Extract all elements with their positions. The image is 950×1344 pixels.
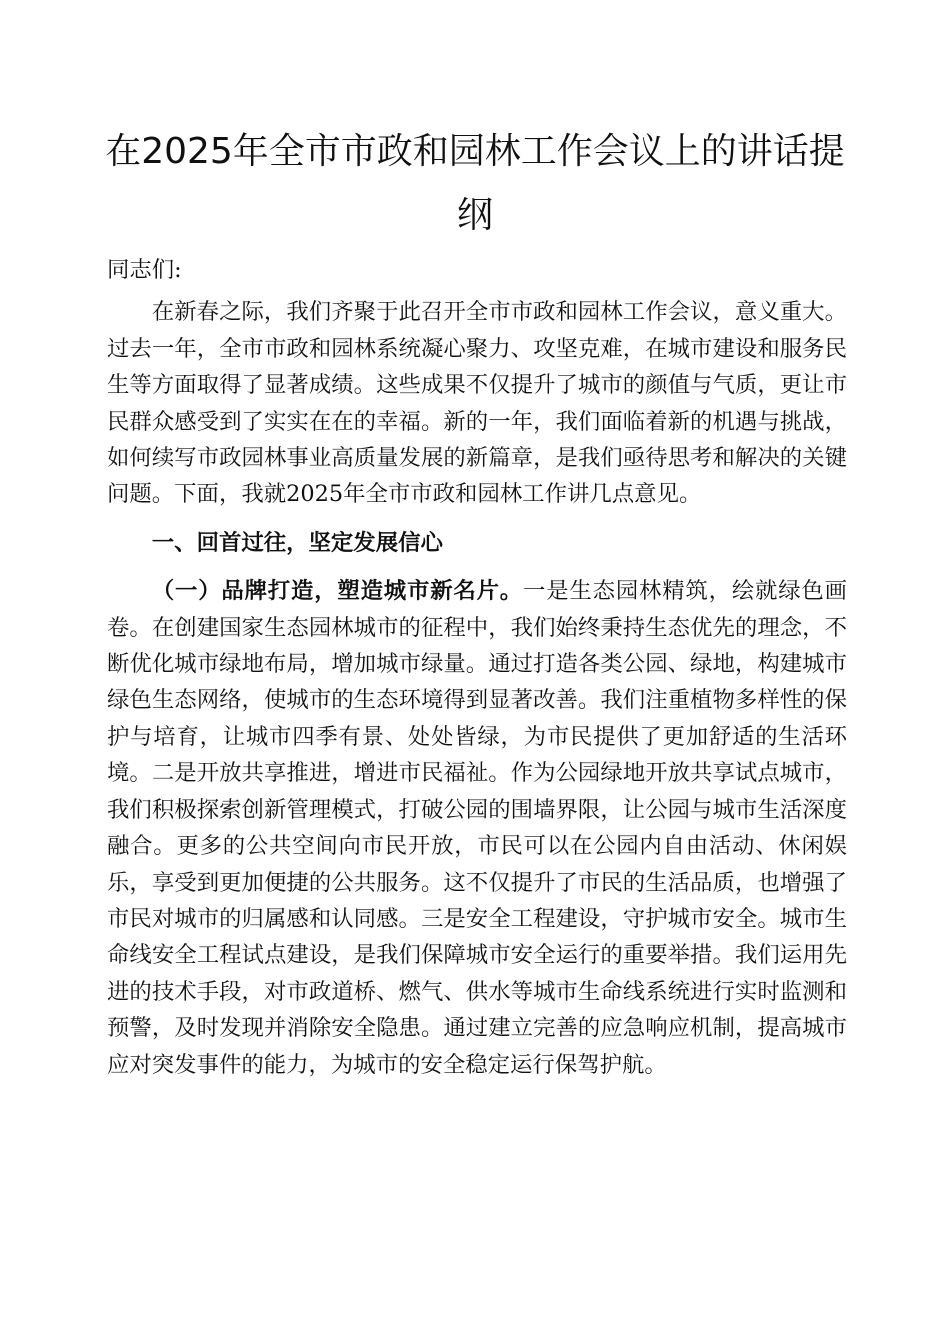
subsection-paragraph — [107, 573, 847, 1083]
document-title: 在2025年全市市政和园林工作会议上的讲话提纲 — [105, 131, 845, 236]
section-heading: 一、回首过往，坚定发展信心 — [151, 529, 443, 556]
subsection-title: （一）品牌打造，塑造城市新名片。 — [151, 578, 524, 605]
intro-paragraph: 在新春之际，我们齐聚于此召开全市市政和园林工作会议，意义重大。过去一年，全市市政和园林系统凝心聚力、攻坚克难，在城市建设和服务民生等方面取得了显著成绩。这些成果不仅提升了城市的颜值与气质，更让市民群众感受到了实实在在的幸福。新的一年，我们面临着新的机遇与挑战，如何续写市政园林事业高质量发展的新篇章，是我们亟待思考和解决的关键问题。下面，我就2025年全市市政和园林工作讲几点意见。 — [107, 299, 847, 508]
document-body — [107, 252, 847, 1083]
subsection-body: 一是生态园林精筑，绘就绿色画卷。在创建国家生态园林城市的征程中，我们始终秉持生态优先的理念，不断优化城市绿地布局，增加城市绿量。通过打造各类公园、绿地，构建城市绿色生态网络，使城市的生态环境得到显著改善。我们注重植物多样性的保护与培育，让城市四季有景、处处皆绿，为市民提供了更加舒适的生活环境。二是开放共享推进，增进市民福祉。作为公园绿地开放共享试点城市，我们积极探索创新管理模式，打破公园的围墙界限，让公园与城市生活深度融合。更多的公共空间向市民开放，市民可以在公园内自由活动、休闲娱乐，享受到更加便捷的公共服务。这不仅提升了市民的生活品质，也增强了市民对城市的归属感和认同感。三是安全工程建设，守护城市安全。城市生命线安全工程试点建设，是我们保障城市安全运行的重要举措。我们运用先进的技术手段，对市政道桥、燃气、供水等城市生命线系统进行实时监测和预警，及时发现并消除安全隐患。通过建立完善的应急响应机制，提高城市应对突发事件的能力，为城市的安全稳定运行保驾护航。 — [107, 578, 848, 1078]
greeting: 同志们: — [107, 257, 182, 283]
